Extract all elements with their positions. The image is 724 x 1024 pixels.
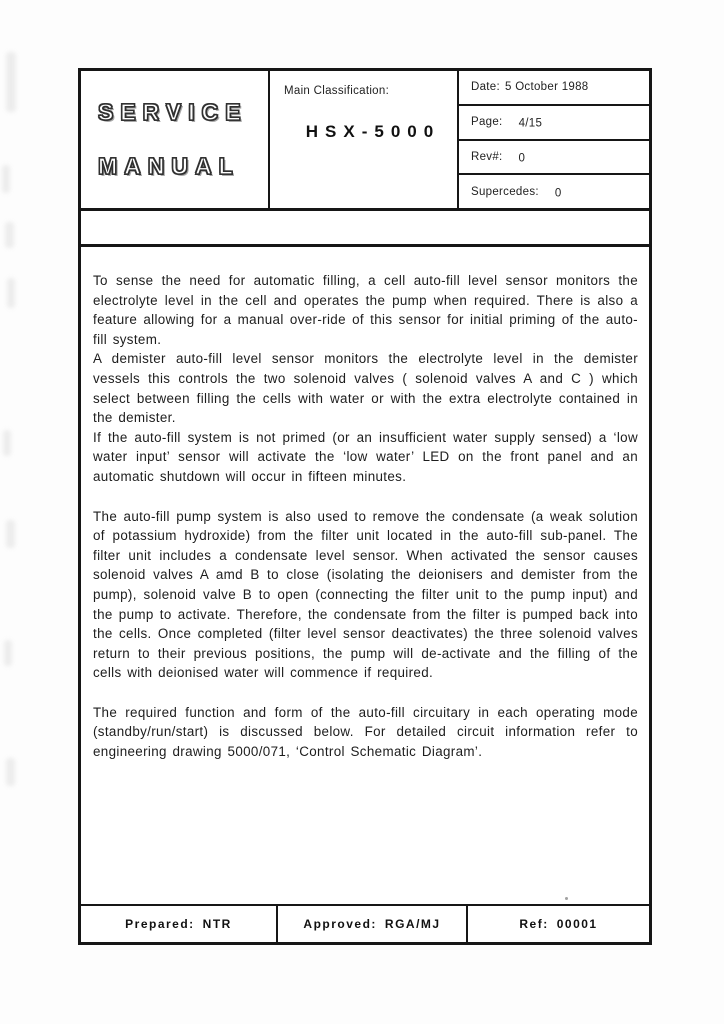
body-text xyxy=(81,247,649,762)
scan-speck xyxy=(565,897,568,900)
title-line-2: MANUAL xyxy=(98,153,240,179)
date-label: Date: xyxy=(471,81,500,94)
classification-cell xyxy=(270,71,459,208)
approved-label: Approved: xyxy=(303,917,377,931)
document-frame xyxy=(78,68,652,945)
scan-artifact xyxy=(6,52,16,112)
supercedes-label: Supercedes: xyxy=(471,185,539,198)
rev-label: Rev#: xyxy=(471,150,503,163)
ref-label: Ref: xyxy=(519,917,549,931)
scan-artifact xyxy=(4,640,12,666)
manual-title-cell xyxy=(81,71,270,208)
prepared-value: NTR xyxy=(202,917,232,931)
paragraph: To sense the need for automatic filling, a cell auto-fill level sensor monitors the electrolyte level in the cell and operates the pump when required. There is also a feature allowing for a manual over-ride of this sensor for initial priming of the auto-fill system. xyxy=(93,273,638,347)
paragraph: The required function and form of the auto-fill circuitary in each operating mode (standby/run/start) is discussed below. For detailed circuit information refer to engineering drawing 5000/071, ‘Control Schematic Diagram’. xyxy=(93,704,638,760)
page-value: 4/15 xyxy=(518,117,543,130)
prepared-label: Prepared: xyxy=(125,917,195,931)
paragraph: If the auto-fill system is not primed (or an insufficient water supply sensed) a ‘low water input’ sensor will activate the ‘low water’ LED on the front panel and an automatic shutdown will occur in fifteen minutes. xyxy=(93,429,638,484)
supercedes-value: 0 xyxy=(554,187,562,200)
paragraph: A demister auto-fill level sensor monitors the electrolyte level in the demister vessels this controls the two solenoid valves ( solenoid valves A and C ) which select between filling the cells with water or with the extra electrolyte contained in the demister. xyxy=(93,351,638,426)
meta-row-date xyxy=(459,71,649,106)
ref-cell xyxy=(468,906,649,942)
scan-artifact xyxy=(6,520,15,548)
date-value: 5 October 1988 xyxy=(505,81,589,94)
meta-table xyxy=(459,71,649,208)
scan-artifact xyxy=(5,222,14,248)
page-label: Page: xyxy=(471,116,503,129)
scan-artifact xyxy=(7,278,15,308)
title-line-1: SERVICE xyxy=(98,99,248,125)
approval-strip xyxy=(81,904,649,942)
sub-classification-band xyxy=(81,211,649,247)
scan-artifact xyxy=(3,430,11,456)
approved-cell xyxy=(278,906,468,942)
meta-row-rev xyxy=(459,141,649,176)
scan-artifact xyxy=(2,165,10,193)
rev-value: 0 xyxy=(518,152,526,165)
prepared-cell xyxy=(81,906,278,942)
ref-value: 00001 xyxy=(556,917,598,931)
classification-label: Main Classification: xyxy=(284,85,390,97)
meta-row-supercedes xyxy=(459,175,649,208)
meta-row-page xyxy=(459,106,649,141)
title-block xyxy=(81,71,649,211)
approved-value: RGA/MJ xyxy=(384,917,441,931)
scan-artifact xyxy=(6,758,15,786)
paragraph: The auto-fill pump system is also used to remove the condensate (a weak solution of potassium hydroxide) from the filter unit located in the auto-fill sub-panel. The filter unit includes a condensate level sensor. When activated the sensor causes solenoid valves A amd B to close (isolating the deionisers and demister from the pump), solenoid valve B to open (connecting the filter unit to the pump input) and the pump to activate. Therefore, the condensate from the filter is pumped back into the cells. Once completed (filter level sensor deactivates) the three solenoid valves return to their previous positions, the pump will de-activate and the filling of the cells with deionised water will commence if required. xyxy=(93,508,638,681)
model-number: HSX-5000 xyxy=(305,122,441,141)
